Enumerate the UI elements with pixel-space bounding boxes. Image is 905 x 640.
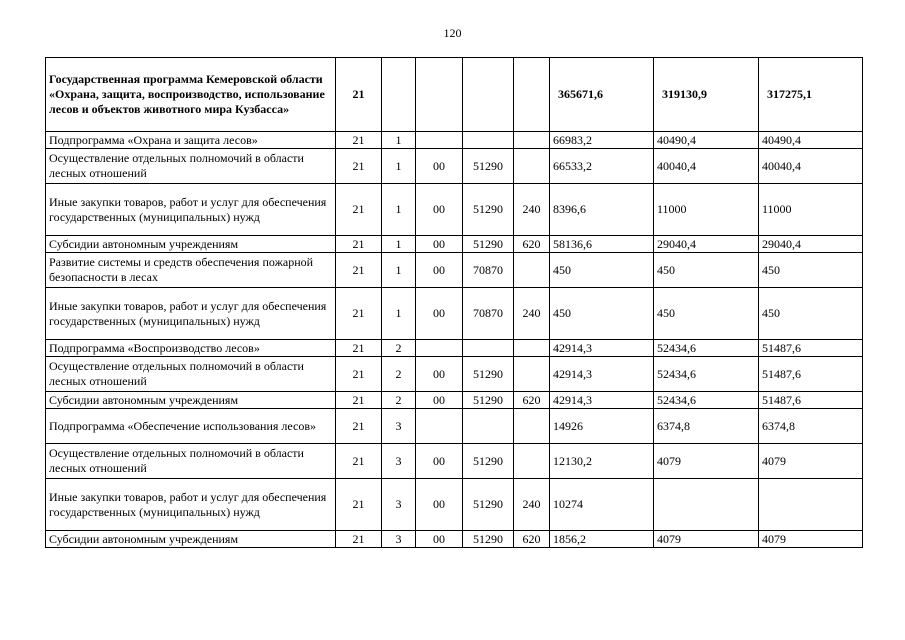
cell-item-code [416, 409, 463, 444]
cell-amount-year-3: 51487,6 [759, 340, 863, 357]
cell-amount-year-3: 450 [759, 253, 863, 288]
cell-expense-type: 240 [514, 288, 550, 340]
cell-name: Субсидии автономным учреждениям [46, 392, 336, 409]
cell-program-code: 21 [336, 531, 382, 548]
table-row [46, 531, 863, 548]
cell-program-code: 21 [336, 340, 382, 357]
cell-amount-year-3: 317275,1 [759, 58, 863, 132]
cell-amount-year-3: 29040,4 [759, 236, 863, 253]
cell-program-code: 21 [336, 479, 382, 531]
cell-target-code: 51290 [463, 479, 514, 531]
cell-subprogram-code: 3 [382, 409, 416, 444]
cell-program-code: 21 [336, 288, 382, 340]
cell-amount-year-2: 4079 [654, 444, 759, 479]
cell-subprogram-code: 3 [382, 479, 416, 531]
cell-name: Осуществление отдельных полномочий в области лесных отношений [46, 357, 336, 392]
table-row [46, 253, 863, 288]
cell-expense-type [514, 409, 550, 444]
cell-amount-year-2: 11000 [654, 184, 759, 236]
cell-item-code: 00 [416, 253, 463, 288]
table-row [46, 288, 863, 340]
budget-table-body [46, 58, 863, 548]
cell-amount-year-1: 450 [550, 253, 654, 288]
cell-target-code: 51290 [463, 184, 514, 236]
cell-subprogram-code: 2 [382, 392, 416, 409]
cell-amount-year-2: 4079 [654, 531, 759, 548]
cell-subprogram-code: 1 [382, 184, 416, 236]
cell-amount-year-1: 42914,3 [550, 340, 654, 357]
cell-name: Субсидии автономным учреждениям [46, 531, 336, 548]
cell-amount-year-3: 6374,8 [759, 409, 863, 444]
table-row [46, 149, 863, 184]
cell-expense-type [514, 58, 550, 132]
cell-name: Осуществление отдельных полномочий в области лесных отношений [46, 444, 336, 479]
cell-name: Развитие системы и средств обеспечения пожарной безопасности в лесах [46, 253, 336, 288]
cell-amount-year-3 [759, 479, 863, 531]
cell-item-code: 00 [416, 531, 463, 548]
cell-amount-year-1: 14926 [550, 409, 654, 444]
cell-subprogram-code: 1 [382, 236, 416, 253]
cell-target-code: 51290 [463, 236, 514, 253]
cell-item-code: 00 [416, 184, 463, 236]
cell-item-code: 00 [416, 479, 463, 531]
cell-program-code: 21 [336, 357, 382, 392]
cell-subprogram-code: 3 [382, 531, 416, 548]
cell-amount-year-2: 40040,4 [654, 149, 759, 184]
cell-item-code [416, 58, 463, 132]
cell-program-code: 21 [336, 409, 382, 444]
cell-amount-year-3: 450 [759, 288, 863, 340]
cell-name: Иные закупки товаров, работ и услуг для обеспечения государственных (муниципальных) нужд [46, 184, 336, 236]
cell-target-code: 51290 [463, 392, 514, 409]
cell-amount-year-1: 450 [550, 288, 654, 340]
cell-name: Подпрограмма «Обеспечение использования лесов» [46, 409, 336, 444]
cell-program-code: 21 [336, 253, 382, 288]
cell-amount-year-1: 58136,6 [550, 236, 654, 253]
cell-expense-type: 240 [514, 479, 550, 531]
cell-name: Подпрограмма «Охрана и защита лесов» [46, 132, 336, 149]
cell-subprogram-code: 1 [382, 149, 416, 184]
cell-amount-year-1: 8396,6 [550, 184, 654, 236]
cell-item-code: 00 [416, 357, 463, 392]
cell-amount-year-2: 319130,9 [654, 58, 759, 132]
cell-amount-year-2: 52434,6 [654, 340, 759, 357]
cell-amount-year-3: 4079 [759, 444, 863, 479]
cell-amount-year-1: 42914,3 [550, 357, 654, 392]
cell-expense-type: 620 [514, 392, 550, 409]
cell-target-code [463, 58, 514, 132]
cell-expense-type [514, 253, 550, 288]
cell-expense-type [514, 340, 550, 357]
cell-amount-year-3: 4079 [759, 531, 863, 548]
cell-amount-year-2: 29040,4 [654, 236, 759, 253]
cell-amount-year-2: 6374,8 [654, 409, 759, 444]
cell-amount-year-1: 12130,2 [550, 444, 654, 479]
table-row [46, 479, 863, 531]
cell-subprogram-code: 1 [382, 132, 416, 149]
cell-name: Иные закупки товаров, работ и услуг для обеспечения государственных (муниципальных) нужд [46, 479, 336, 531]
budget-table [45, 57, 863, 548]
cell-amount-year-2: 52434,6 [654, 392, 759, 409]
table-row [46, 444, 863, 479]
cell-target-code [463, 132, 514, 149]
cell-amount-year-1: 42914,3 [550, 392, 654, 409]
cell-amount-year-1: 1856,2 [550, 531, 654, 548]
cell-subprogram-code [382, 58, 416, 132]
cell-subprogram-code: 1 [382, 288, 416, 340]
cell-name: Государственная программа Кемеровской области «Охрана, защита, воспроизводство, использование лесов и объектов животного мира Кузбасса» [46, 58, 336, 132]
table-row [46, 409, 863, 444]
cell-name: Субсидии автономным учреждениям [46, 236, 336, 253]
cell-program-code: 21 [336, 444, 382, 479]
cell-item-code: 00 [416, 392, 463, 409]
cell-expense-type [514, 444, 550, 479]
cell-amount-year-3: 11000 [759, 184, 863, 236]
cell-expense-type: 240 [514, 184, 550, 236]
cell-amount-year-3: 40490,4 [759, 132, 863, 149]
cell-amount-year-1: 10274 [550, 479, 654, 531]
table-row [46, 340, 863, 357]
cell-expense-type [514, 357, 550, 392]
cell-subprogram-code: 1 [382, 253, 416, 288]
cell-amount-year-2: 450 [654, 288, 759, 340]
cell-amount-year-2: 450 [654, 253, 759, 288]
cell-subprogram-code: 3 [382, 444, 416, 479]
table-row [46, 357, 863, 392]
cell-target-code: 51290 [463, 444, 514, 479]
cell-amount-year-3: 40040,4 [759, 149, 863, 184]
cell-program-code: 21 [336, 184, 382, 236]
cell-target-code: 51290 [463, 357, 514, 392]
cell-item-code: 00 [416, 444, 463, 479]
cell-amount-year-3: 51487,6 [759, 357, 863, 392]
table-row [46, 236, 863, 253]
cell-amount-year-3: 51487,6 [759, 392, 863, 409]
cell-amount-year-1: 365671,6 [550, 58, 654, 132]
cell-amount-year-1: 66533,2 [550, 149, 654, 184]
cell-program-code: 21 [336, 392, 382, 409]
cell-amount-year-1: 66983,2 [550, 132, 654, 149]
cell-item-code [416, 132, 463, 149]
cell-item-code: 00 [416, 288, 463, 340]
cell-item-code: 00 [416, 149, 463, 184]
cell-expense-type: 620 [514, 236, 550, 253]
table-row [46, 58, 863, 132]
cell-program-code: 21 [336, 236, 382, 253]
cell-subprogram-code: 2 [382, 340, 416, 357]
cell-target-code [463, 409, 514, 444]
cell-target-code: 70870 [463, 288, 514, 340]
table-row [46, 132, 863, 149]
cell-amount-year-2: 52434,6 [654, 357, 759, 392]
cell-name: Осуществление отдельных полномочий в области лесных отношений [46, 149, 336, 184]
cell-name: Иные закупки товаров, работ и услуг для обеспечения государственных (муниципальных) нужд [46, 288, 336, 340]
page-number: 120 [443, 26, 462, 40]
cell-target-code: 51290 [463, 531, 514, 548]
cell-amount-year-2: 40490,4 [654, 132, 759, 149]
cell-item-code [416, 340, 463, 357]
cell-program-code: 21 [336, 132, 382, 149]
table-row [46, 392, 863, 409]
cell-target-code: 70870 [463, 253, 514, 288]
cell-name: Подпрограмма «Воспроизводство лесов» [46, 340, 336, 357]
cell-subprogram-code: 2 [382, 357, 416, 392]
cell-expense-type [514, 132, 550, 149]
cell-amount-year-2 [654, 479, 759, 531]
cell-expense-type [514, 149, 550, 184]
table-row [46, 184, 863, 236]
cell-item-code: 00 [416, 236, 463, 253]
cell-expense-type: 620 [514, 531, 550, 548]
cell-program-code: 21 [336, 149, 382, 184]
cell-target-code [463, 340, 514, 357]
cell-target-code: 51290 [463, 149, 514, 184]
cell-program-code: 21 [336, 58, 382, 132]
